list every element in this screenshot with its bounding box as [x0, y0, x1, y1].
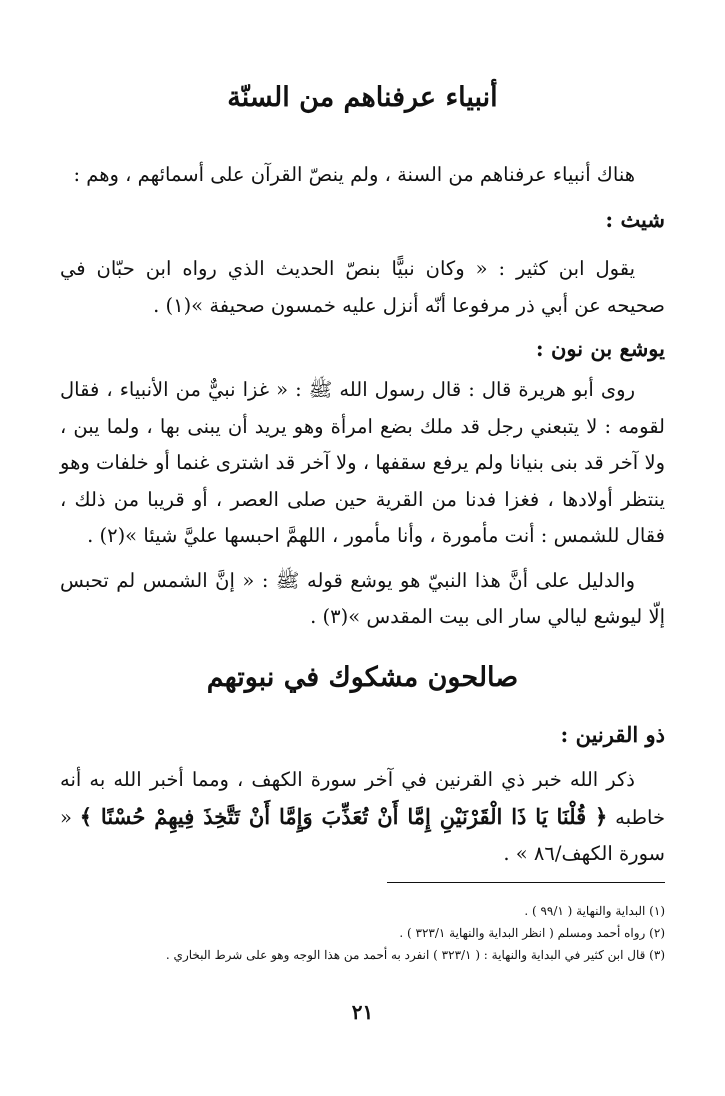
- footnote-3: (٣) قال ابن كثير في البداية والنهاية : ( ٣٢٣/١ ) انفرد به أحمد من هذا الوجه وهو على شرط البخاري .: [165, 948, 665, 962]
- footnote-1: (١) البداية والنهاية ( ٩٩/١ ) .: [524, 904, 665, 918]
- sheth-paragraph: [60, 251, 665, 324]
- page-title: أنبياء عرفناهم من السنّة: [227, 82, 498, 113]
- intro-paragraph: [60, 157, 665, 194]
- dhulqarnayn-heading: ذو القرنين :: [560, 722, 665, 747]
- quran-verse: ﴿ قُلْنَا يَا ذَا الْقَرْنَيْنِ إِمَّا أَنْ تُعَذِّبَ وَإِمَّا أَنْ تَتَّخِذَ فِيهِمْ حُسْنًا ﴾: [79, 803, 608, 829]
- yusha-heading: يوشع بن نون :: [535, 336, 665, 361]
- sheth-heading: شيث :: [605, 207, 665, 232]
- footnote-2: (٢) رواه أحمد ومسلم ( انظر البداية والنهاية ٣٢٣/١ ) .: [399, 926, 665, 940]
- section-title: صالحون مشكوك في نبوتهم: [206, 662, 519, 693]
- yusha-text-2: والدليل على أنَّ هذا النبيّ هو يوشع قوله ﷺ : « إنَّ الشمس لم تحبس إلّا ليوشع ليالي سار الى بيت المقدس »(٣) .: [60, 568, 665, 628]
- surah-reference: « سورة الكهف/٨٦ » .: [60, 805, 665, 865]
- page-number: ٢١: [351, 1000, 374, 1024]
- intro-text: هناك أنبياء عرفناهم من السنة ، ولم ينصّ القرآن على أسمائهم ، وهم :: [73, 163, 635, 186]
- dhulqarnayn-text: [60, 762, 665, 873]
- yusha-text-1: روى أبو هريرة قال : قال رسول الله ﷺ : « غزا نبيٌّ من الأنبياء ، فقال لقومه : لا يتبعني رجل قد ملك بضع امرأة وهو يريد أن يبنى بها ، ولما يبن ، ولا آخر قد بنى بنيانا ولم يرفع سقفها ، ولا آخر قد اشترى غنما أو خلفات وهو ينتظر أولادها ، فغزا فدنا من القرية حين صلى العصر ، أو قريبا من ذلك ، فقال للشمس : أنت مأمورة ، وأنا مأمور ، اللهمَّ احبسها عليَّ شيئا »(٢) .: [60, 378, 665, 547]
- dhulqarnayn-text-before: ذكر الله خبر ذي القرنين في آخر سورة الكهف ، ومما أخبر الله به أنه خاطبه: [60, 768, 666, 829]
- footnotes: [60, 900, 665, 966]
- sheth-text: يقول ابن كثير : « وكان نبيًّا بنصّ الحديث الذي رواه ابن حبّان في صحيحه عن أبي ذر مرفوعا أنّه أنزل عليه خمسون صحيفة »(١) .: [60, 257, 665, 317]
- dhulqarnayn-paragraph: [60, 762, 665, 873]
- footnote-divider: [387, 882, 665, 883]
- yusha-paragraph: [60, 372, 665, 636]
